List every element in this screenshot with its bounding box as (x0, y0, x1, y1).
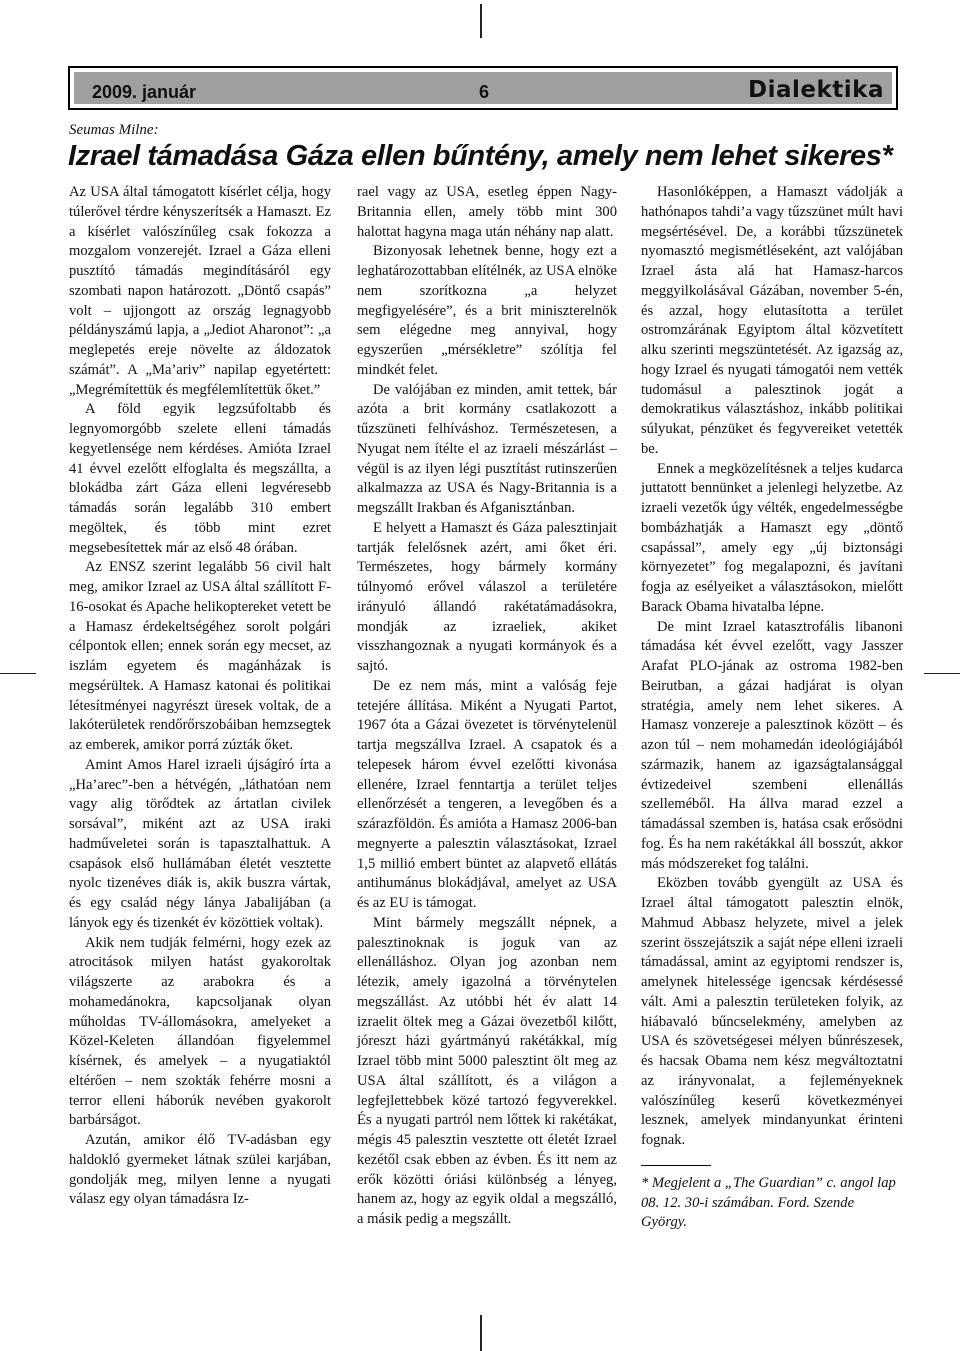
header-band (74, 72, 892, 104)
paragraph: De ez nem más, mint a valóság feje tetejére állítása. Miként a Nyugati Partot, 1967 óta a Gázai övezetet is törvénytelenül tartja megszállva Izrael. A csapatok és a telepesek három évvel ezelőtti kivonása ellenére, Izrael fenntartja a terület teljes ellenőrzését a tengeren, a levegőben és a szárazföldön. És amióta a Hamasz 2006-ban megnyerte a palesztin választásokat, Izrael 1,5 millió embert büntet az alapvető ellátás antihumánus blokádjával, amelyet az USA és az EU is támogat. (357, 677, 617, 911)
article-title: Izrael támadása Gáza ellen bűntény, amely nem lehet sikeres* (68, 140, 893, 172)
paragraph: Az ENSZ szerint legalább 56 civil halt meg, amikor Izrael az USA által szállított F-16-osokat és Apache helikoptereket vetett be a Hamasz érdekeltségéhez sorolt polgári célpontok ellen; ennek során egy mecset, az iszlám egyetem és magánházak is megsérültek. A Hamasz katonai és politikai létesítményei nagyrészt üresek voltak, de a lakóterületek rendőrőrszobáiban hemzsegtek az emberek, amikor porrá zúzták őket. (69, 559, 331, 753)
page-number: 6 (479, 82, 490, 102)
paragraph: Mint bármely megszállt népnek, a palesztinoknak is joguk van az ellenálláshoz. Olyan jog azonban nem létezik, amely igazolná a törvénytelen megszállást. Az utóbbi hét év alatt 14 izraelit öltek meg a Gázai övezetből kilőtt, jóreszt házi gyártmányú rakétákkal, míg Izrael több mint 5000 palesztint ölt meg az USA által szállított, és a világon a legfejlettebbek közé tartozó fegyverekkel. És a nyugati partról nem lőttek ki rakétákat, mégis 45 palesztin vesztette ott életét Izrael kezétől csak ebben az évben. És itt nem az erők közötti óriási különbség a lényeg, hanem az, hogy az egyik oldal a megszálló, a másik pedig a megszállt. (357, 914, 617, 1227)
article-column-3 (641, 183, 903, 1233)
paragraph: Az USA által támogatott kísérlet célja, hogy túlerővel térdre kényszerítsék a Hamaszt. Ez a kísérlet valószínűleg csak fokozza a mozgalom vonzerejét. Izrael a Gáza elleni pusztító támadás megindításáról egy szombati napon határozott. „Döntő csapás” volt – ujjongott az ország legnagyobb példányszámú lapja, a „Jediot Aharonot”: „a meglepetés ereje növelte az áldozatok számát”. A „Ma’ariv” napilap egyetértett: „Megrémítettük és megfélemlítettük őket.” (69, 184, 331, 398)
paragraph: E helyett a Hamaszt és Gáza palesztinjait tartják felelősnek azért, ami őket éri. Természetes, hogy bármely kormány túlnyomó erővel válaszol a területére irányuló állandó rakétatámadásokra, mondják az izraeliek, akiket visszhangoznak a nyugati kormányok és a sajtó. (357, 519, 617, 674)
paragraph: Ennek a megközelítésnek a teljes kudarca juttatott bennünket a jelenlegi helyzetbe. Az izraeli vezetők úgy vélték, engedelmességbe bombázhatják a Hamaszt egy „döntő csapással”, amely egy „új biztonsági környezetet” fog megalapozni, és javítani fogja az esélyeiket a választásokon, mielőtt Barack Obama hivatalba lépne. (641, 460, 903, 615)
paragraph: rael vagy az USA, esetleg éppen Nagy-Britannia ellen, amely több mint 300 halottat hagyna maga után néhány nap alatt. (357, 184, 617, 240)
paragraph: Azután, amikor élő TV-adásban egy haldokló gyermeket látnak szülei karjában, gondolják meg, milyen lenne a nyugati válasz egy olyan támadásra Iz- (69, 1132, 331, 1208)
paragraph: De mint Izrael katasztrofális libanoni támadása két évvel ezelőtt, vagy Jasszer Arafat PLO-jának az ostroma 1982-ben Beirutban, a gázai hadjárat is olyan stratégia, amely nem lehet sikeres. A Hamasz vonzereje a palesztinok között – és azon túl – nem mohamedán ideológiájából származik, hanem az igazságtalansággal évtizedeivel szembeni ellenállás szelleméből. Ha állva marad ezzel a támadással szemben is, hatása csak erősödni fog. És ha nem rakétákkal áll bosszút, akkor más módszereket fog találni. (641, 618, 903, 872)
paragraph: De valójában ez minden, amit tettek, bár azóta a brit kormány csatlakozott a tűzszüneti felhíváshoz. Természetesen, a Nyugat nem ítélte el az izraeli mészárlást – végül is az ilyen légi pusztítást rutinszerűen alkalmazza az USA és Nagy-Britannia is a megszállt Irakban és Afganisztánban. (357, 381, 617, 516)
crop-mark-right (924, 673, 960, 674)
article-author: Seumas Milne: (69, 122, 159, 138)
crop-mark-left (0, 673, 36, 674)
publication-name: Dialektika (748, 77, 884, 103)
paragraph: Eközben tovább gyengült az USA és Izrael által támogatott palesztin elnök, Mahmud Abbasz helyzete, mivel a jelek szerint összejátszik a saját népe elleni izraeli támadással, amint az egyiptomi rendszer is, amelynek hitelessége igencsak kérdésessé vált. Ami a palesztin területeken folyik, az hiábavaló bűncselekmény, amelyben az USA és szövetségesei mélyen bűnrészesek, és hacsak Obama nem kész megváltoztatni az irányvonalat, a fejleményeknek valószínűleg keserű következményei lesznek, amelyek mindanyunkat érinteni fognak. (641, 875, 903, 1148)
paragraph: Akik nem tudják felmérni, hogy ezek az atrocitások milyen hatást gyakoroltak világszerte az arabokra és a mohamedánokra, kapcsoljanak olyan műholdas TV-állomásokra, amelyeket a Közel-Keleten állandóan figyelemmel kísérnek, és amelyek – a nyugatiaktól eltérően – nem szokták fehérre mosni a terror elleni háborúk nevében gyakorolt barbárságot. (69, 934, 331, 1129)
footnote-divider (641, 1165, 711, 1166)
paragraph: Bizonyosak lehetnek benne, hogy ezt a leghatározottabban elítélnék, az USA elnöke nem szorítkozna „a helyzet megfigyelésére”, és a brit miniszterelnök sem elégedne meg annyival, hogy egyszerűen „mérsékletre” szólítja fel mindkét felet. (357, 243, 617, 378)
article-column-2 (357, 183, 617, 1230)
paragraph: Hasonlóképpen, a Hamaszt vádolják a hathónapos tahdi’a vagy tűzszünet múlt havi megsértésével. De, a korábbi tűzszünetek nyomasztó megismétléseként, azt valójában Izrael ásta alá hat Hamasz-harcos meggyilkolásával Gázában, november 5-én, és azzal, hogy elutasította a terület ostromzárának Egyiptom által közvetített alku szerinti megszüntetését. Az igazság az, hogy Izrael és nyugati támogatói nem vették tudomásul a palesztinok jogát a demokratikus választáshoz, inkább politikai súlyukat, pénzüket és fegyvereiket vetették be. (641, 184, 903, 457)
footnote: * Megjelent a „The Guardian” c. angol lap 08. 12. 30-i számában. Ford. Szende György. (641, 1174, 896, 1231)
crop-mark-bottom (480, 1315, 482, 1351)
paragraph: Amint Amos Harel izraeli újságíró írta a „Ha’arec”-ben a hétvégén, „láthatóan nem vagy alig törődtek az ártatlan civilek sorsával”, miként azt az USA iraki hadműveletei során is tapasztalhattuk. A csapások első hullámában életét vesztette nyolc tizenéves diák is, akik buszra vártak, és egy család négy lánya Jabalijában (a lányok egy és tizenkét év közöttiek voltak). (69, 756, 331, 931)
crop-mark-top (480, 4, 482, 38)
page-header (68, 66, 898, 110)
paragraph: A föld egyik legzsúfoltabb és legnyomorgóbb szelete elleni támadás kegyetlensége nem kérdéses. Amióta Izrael 41 évvel ezelőtt elfoglalta és megszállta, a blokádba zárt Gáza elleni legvéresebb támadás során legalább 310 embert megöltek, és több mint ezret megsebesítettek már az első 48 órában. (69, 401, 331, 556)
issue-date: 2009. január (92, 82, 197, 102)
article-column-1 (69, 183, 331, 1210)
